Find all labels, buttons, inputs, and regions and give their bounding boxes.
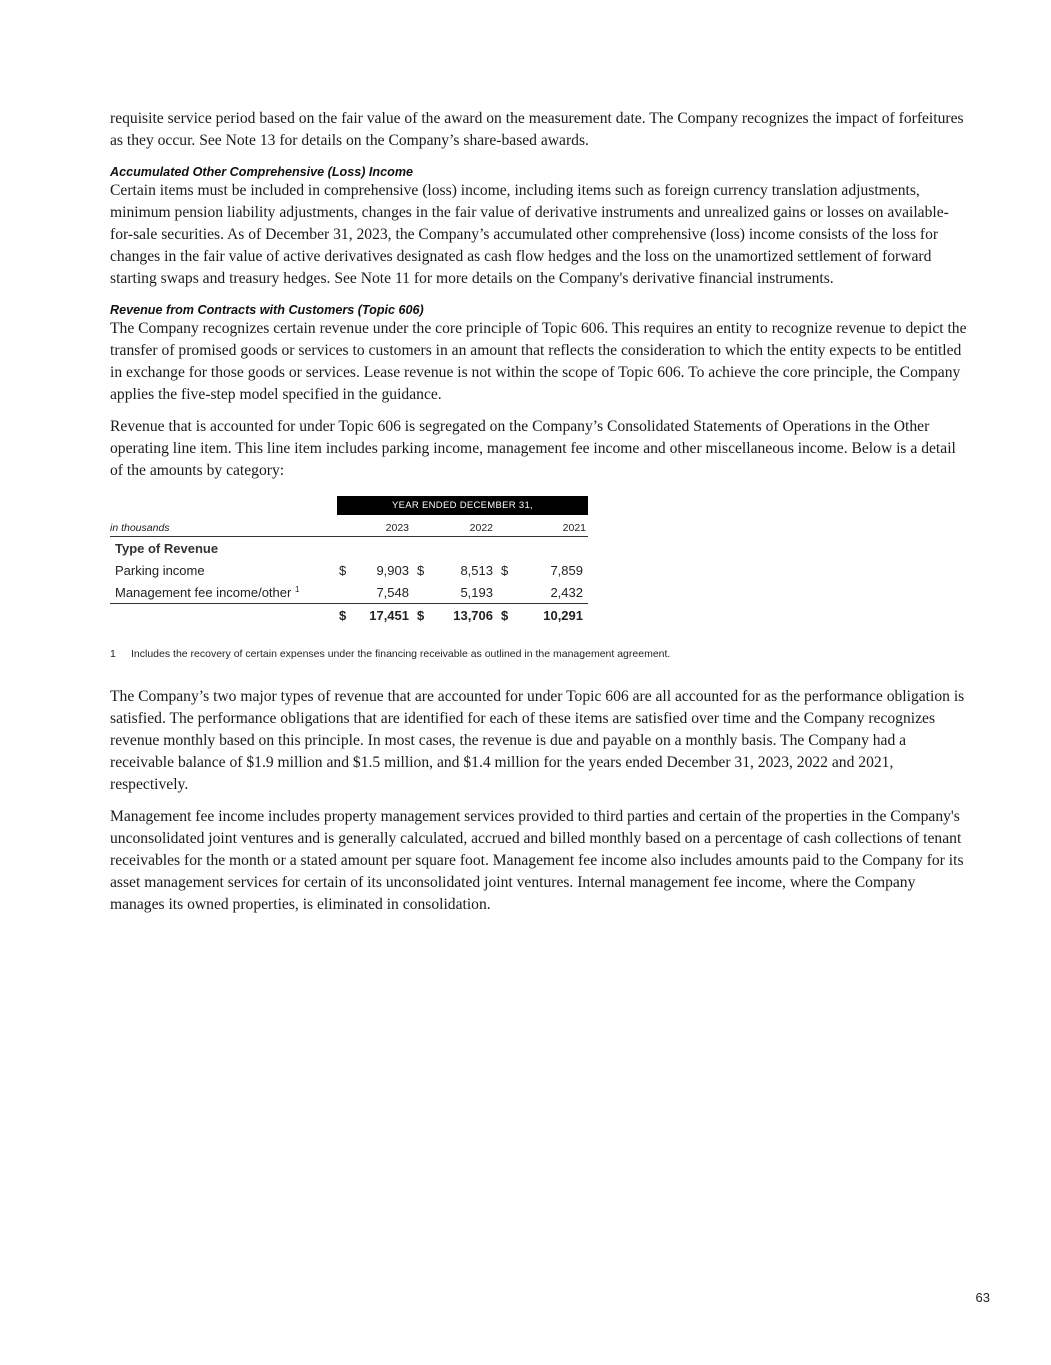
revenue-table (110, 496, 588, 626)
currency-symbol: $ (417, 562, 425, 578)
footnote-text: Includes the recovery of certain expenses under the financing receivable as outlined in the management agreement. (131, 648, 671, 660)
total-row (110, 604, 588, 627)
footnote (110, 648, 970, 660)
currency-symbol: $ (339, 562, 347, 578)
row-label: Management fee income/other (115, 584, 292, 600)
table-header-row (110, 496, 588, 515)
year-2021: 2021 (517, 515, 588, 537)
heading-topic-606: Revenue from Contracts with Customers (Topic 606) (110, 303, 424, 317)
paragraph-aoci: Certain items must be included in comprehensive (loss) income, including items such as foreign currency translation adjustments, minimum pension liability adjustments, changes in the fair value of derivative instruments and unrealized gains or losses on available-for-sale securities. As of December 31, 2023, the Company’s accumulated other comprehensive (loss) income consists of the loss for changes in the fair value of active derivatives designated as cash flow hedges and the loss on the unamortized settlement of forward starting swaps and treasury hedges. See Note 11 for more details on the Company's derivative financial instruments. (110, 182, 949, 287)
paragraph-topic-606: The Company recognizes certain revenue under the core principle of Topic 606. This requires an entity to recognize revenue to depict the transfer of promised goods or services to customers in an amount that reflects the consideration to which the entity expects to be entitled in exchange for those goods or services. Lease revenue is not within the scope of Topic 606. To achieve the core principle, the Company applies the five-step model specified in the guidance. (110, 320, 967, 403)
unit-label: in thousands (110, 515, 337, 537)
cell-value: 8,513 (460, 562, 493, 578)
footnote-number: 1 (110, 648, 116, 660)
paragraph-share-based: requisite service period based on the fair value of the award on the measurement date. The Company recognizes the impact of forfeitures as they occur. See Note 13 for details on the Company’s share-based awards. (110, 110, 964, 149)
row-label-cell (110, 581, 337, 604)
paragraph-revenue-types: The Company’s two major types of revenue that are accounted for under Topic 606 are all accounted for as the performance obligation is satisfied. The performance obligations that are identified for each of these items are satisfied over time and the Company recognizes revenue monthly based on this principle. In most cases, the revenue is due and payable on a monthly basis. The Company had a receivable balance of $1.9 million and $1.5 million, and $1.4 million for the years ended December 31, 2023, 2022 and 2021, respectively. (110, 688, 965, 793)
currency-symbol: $ (339, 607, 347, 623)
cell-value: 5,193 (433, 581, 499, 604)
paragraph-management-fee: Management fee income includes property management services provided to third parties and certain of the properties in the Company's unconsolidated joint ventures and is generally calculated, accrued and billed monthly based on a percentage of cash collections of tenant receivables for the month or a stated amount per square foot. Management fee income also includes amounts paid to the Company for its asset management services for certain of its unconsolidated joint ventures. Internal management fee income, where the Company manages its owned properties, is eliminated in consolidation. (110, 808, 964, 913)
cell-value: 7,548 (349, 581, 415, 604)
year-2023: 2023 (349, 515, 415, 537)
total-value: 17,451 (369, 607, 409, 623)
cell-value: 2,432 (517, 581, 588, 604)
footnote-ref: 1 (294, 584, 300, 594)
year-2022: 2022 (433, 515, 499, 537)
currency-symbol: $ (501, 562, 509, 578)
total-value: 10,291 (543, 607, 583, 623)
section-label: Type of Revenue (115, 540, 219, 556)
section-row (110, 537, 588, 560)
table-row (110, 559, 588, 581)
row-label: Parking income (115, 562, 205, 578)
paragraph-revenue-segregation: Revenue that is accounted for under Topic 606 is segregated on the Company’s Consolidated Statements of Operations in the Other operating line item. This line item includes parking income, management fee income and other miscellaneous income. Below is a detail of the amounts by category: (110, 418, 956, 479)
page-number: 63 (975, 1290, 990, 1305)
cell-value: 7,859 (550, 562, 583, 578)
table-row (110, 581, 588, 604)
currency-symbol: $ (417, 607, 425, 623)
heading-aoci: Accumulated Other Comprehensive (Loss) Income (110, 165, 414, 179)
table-subheader-row (110, 515, 588, 537)
year-ended-header: YEAR ENDED DECEMBER 31, (337, 496, 588, 515)
total-value: 13,706 (453, 607, 493, 623)
currency-symbol: $ (501, 607, 509, 623)
document-page (110, 108, 970, 916)
cell-value: 9,903 (376, 562, 409, 578)
